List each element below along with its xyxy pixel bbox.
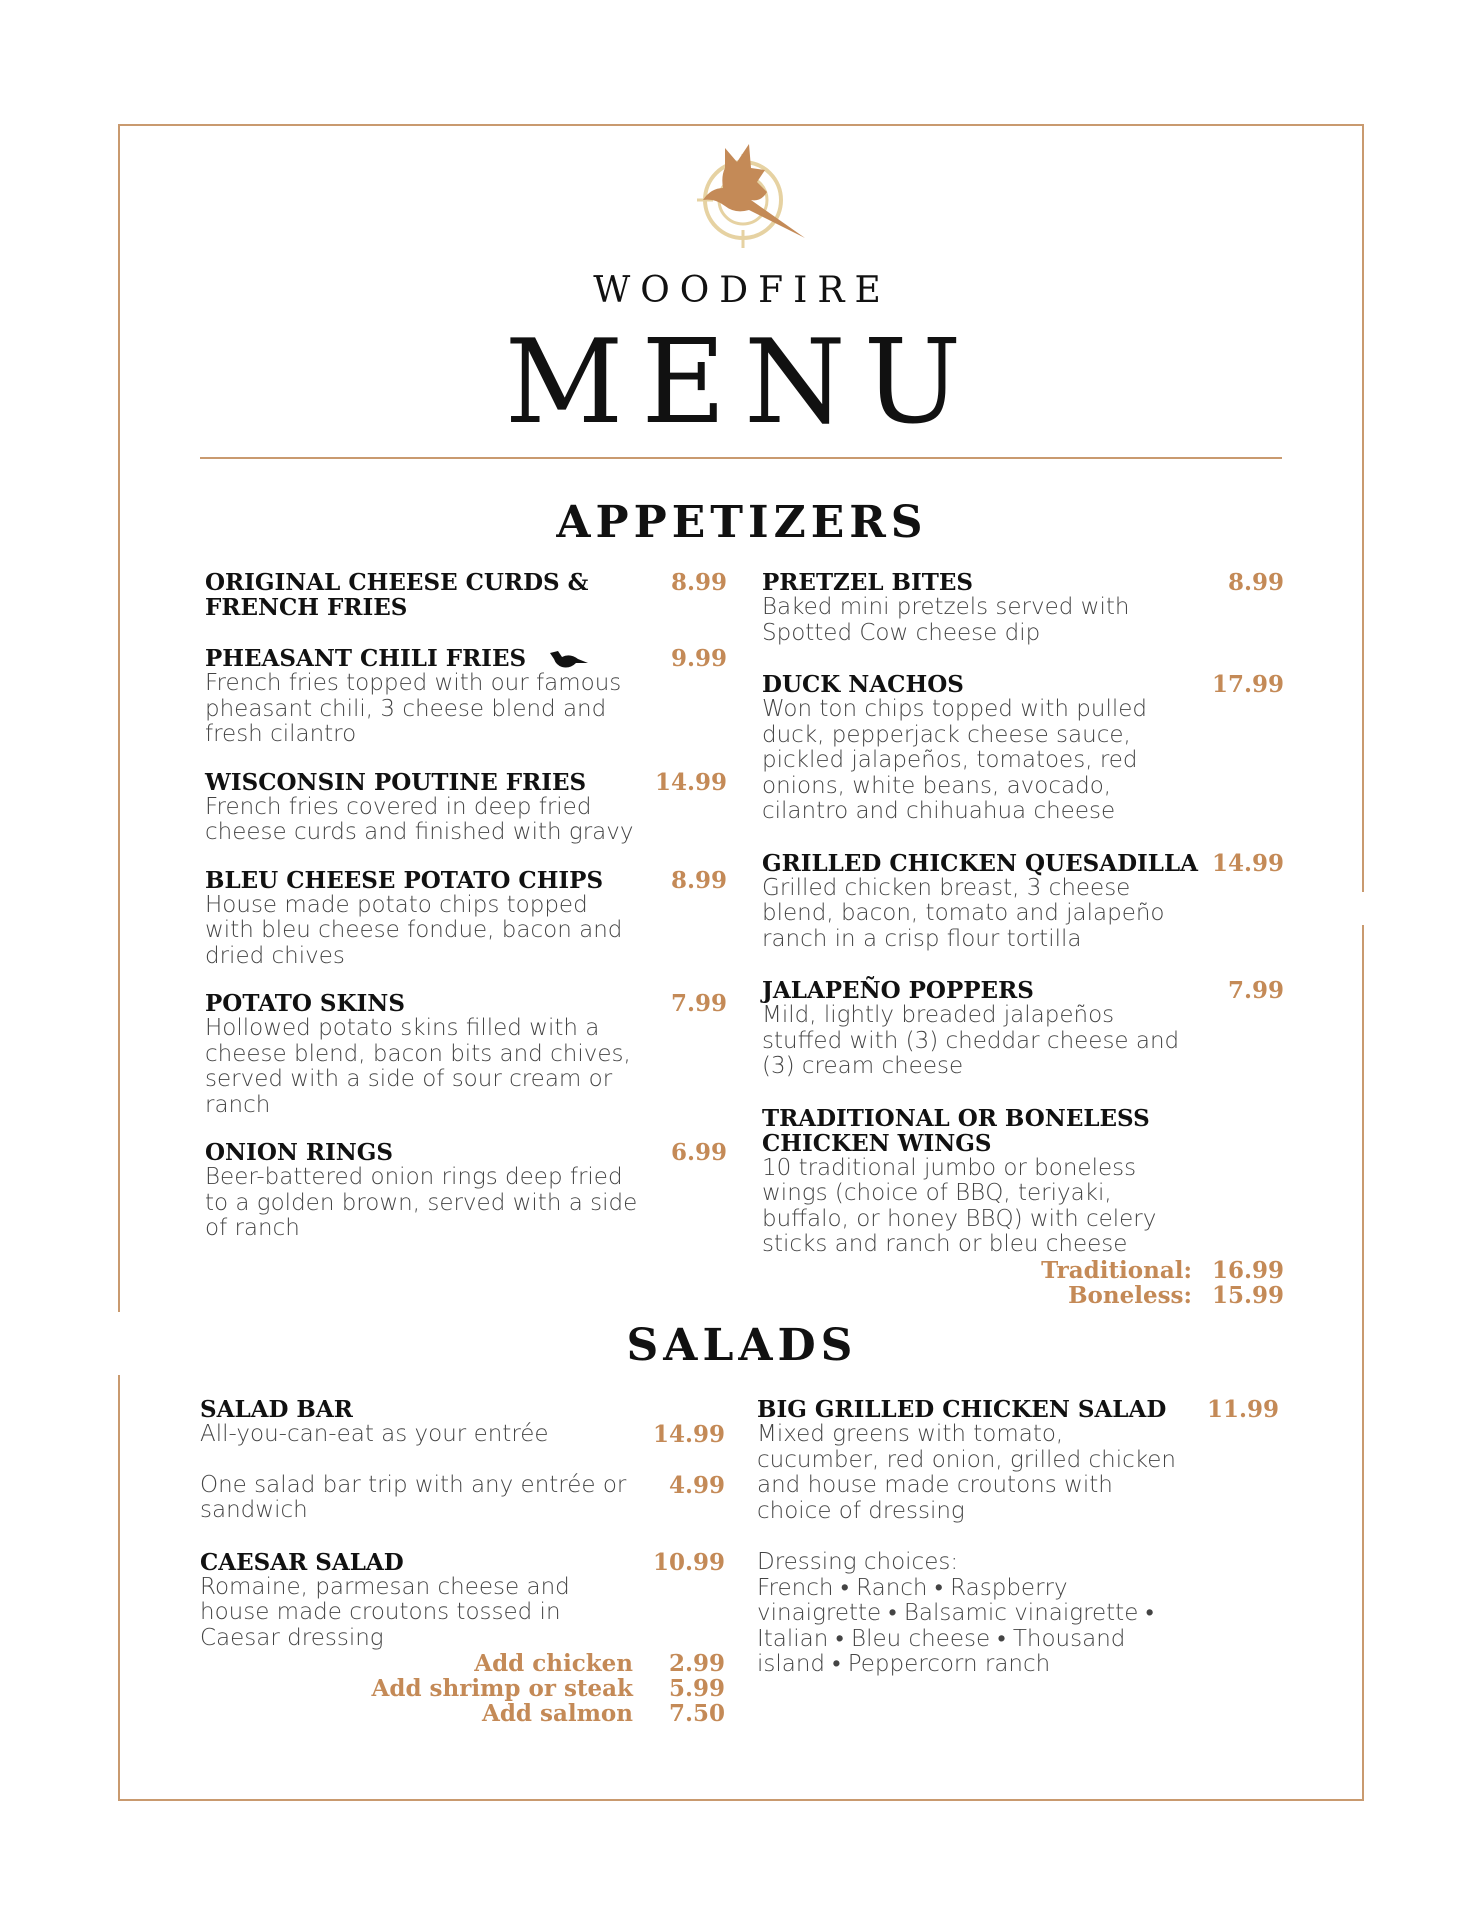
pheasant-crosshair-logo (665, 140, 825, 260)
option-price: 15.99 (1211, 1281, 1284, 1309)
item-description: Romaine, parmesan cheese and (200, 1573, 570, 1600)
salad-bar-option (200, 1422, 725, 1448)
addon-label: Add chicken (474, 1650, 633, 1677)
menu-item (762, 672, 1284, 825)
dressing-choices (757, 1550, 1279, 1678)
option-label: Boneless: (1068, 1281, 1192, 1309)
item-description: duck, pepperjack cheese sauce, (762, 721, 1131, 748)
item-description: House made potato chips topped (205, 891, 588, 918)
item-name: BIG GRILLED CHICKEN SALAD (757, 1396, 1167, 1423)
menu-item (762, 1106, 1284, 1308)
item-description: Hollowed potato skins filled with a (205, 1015, 600, 1041)
item-description: Grilled chicken breast, 3 cheese (762, 874, 1131, 901)
appetizers-right-column (762, 570, 1284, 1330)
item-price: 8.99 (1227, 569, 1284, 596)
item-description: ranch in a crisp flour tortilla (762, 925, 1082, 952)
addon-row (200, 1676, 725, 1701)
item-name: POTATO SKINS (205, 990, 405, 1017)
item-price: 14.99 (1211, 849, 1284, 877)
item-description: blend, bacon, tomato and jalapeño (762, 900, 1165, 926)
option-price: 16.99 (1211, 1256, 1284, 1284)
dressing-list: Italian • Bleu cheese • Thousand (757, 1625, 1126, 1652)
salads-heading: SALADS (626, 1320, 858, 1371)
menu-item (205, 570, 727, 620)
addon-price: 7.50 (668, 1700, 725, 1727)
menu-item (757, 1397, 1279, 1524)
item-price: 7.99 (670, 990, 727, 1017)
item-description: pheasant chili, 3 cheese blend and (205, 695, 607, 722)
item-price: 11.99 (1206, 1396, 1279, 1423)
item-description: with bleu cheese fondue, bacon and (205, 917, 623, 943)
item-price: 6.99 (670, 1139, 727, 1166)
item-description: 10 traditional jumbo or boneless (762, 1154, 1137, 1181)
item-description: onions, white beans, avocado, (762, 772, 1112, 799)
item-description: fresh cilantro (205, 721, 357, 747)
addon-label: Add salmon (481, 1700, 633, 1727)
appetizers-heading: APPETIZERS (556, 497, 928, 548)
item-description: served with a side of sour cream or (205, 1066, 613, 1092)
menu-item (205, 868, 727, 970)
menu-item (762, 851, 1284, 953)
dressing-list: vinaigrette • Balsamic vinaigrette • (757, 1600, 1154, 1626)
item-description: Caesar dressing (200, 1624, 384, 1651)
appetizers-left-column (205, 570, 727, 1264)
menu-item (205, 1140, 727, 1242)
item-name: ONION RINGS (205, 1139, 394, 1166)
item-name: WISCONSIN POUTINE FRIES (205, 768, 587, 796)
menu-item (205, 991, 727, 1118)
item-description: French fries topped with our famous (205, 670, 622, 696)
dressing-heading: Dressing choices: (757, 1549, 959, 1575)
item-description: sandwich (200, 1497, 308, 1523)
frame-top (118, 124, 1364, 126)
item-description: stuffed with (3) cheddar cheese and (762, 1027, 1180, 1054)
item-description: cheese curds and finished with gravy (205, 819, 634, 845)
item-price: 9.99 (670, 645, 727, 672)
item-name: CAESAR SALAD (200, 1548, 404, 1576)
addon-row (200, 1651, 725, 1676)
item-name: SALAD BAR (200, 1396, 353, 1423)
addon-price: 2.99 (668, 1650, 725, 1677)
item-description: wings (choice of BBQ, teriyaki, (762, 1180, 1112, 1206)
salads-right-column (757, 1397, 1279, 1678)
item-name: PRETZEL BITES (762, 569, 974, 596)
item-description: Won ton chips topped with pulled (762, 696, 1148, 722)
item-name: JALAPEÑO POPPERS (762, 977, 1034, 1004)
menu-item (762, 570, 1284, 646)
item-price: 8.99 (670, 569, 727, 596)
item-description: choice of dressing (757, 1497, 965, 1524)
item-description: ranch (205, 1091, 271, 1118)
item-name: TRADITIONAL OR BONELESS (762, 1104, 1150, 1132)
addon-price: 5.99 (668, 1675, 725, 1702)
item-price: 8.99 (670, 866, 727, 894)
item-description: Mixed greens with tomato, (757, 1421, 1064, 1447)
item-description: of ranch (205, 1215, 300, 1241)
addon-label: Add shrimp or steak (371, 1675, 633, 1702)
dressing-list: island • Peppercorn ranch (757, 1651, 1051, 1677)
item-description: house made croutons tossed in (200, 1599, 561, 1625)
item-price: 17.99 (1211, 671, 1284, 698)
item-name: ORIGINAL CHEESE CURDS & (205, 569, 589, 596)
item-description: cucumber, red onion, grilled chicken (757, 1446, 1176, 1473)
divider (200, 457, 1282, 459)
item-price: 14.99 (654, 768, 727, 796)
item-description: and house made croutons with (757, 1472, 1113, 1498)
option-label: Traditional: (1041, 1256, 1192, 1284)
item-price: 10.99 (652, 1548, 725, 1576)
frame-left-bottom (118, 1375, 120, 1801)
price-option (762, 1258, 1284, 1283)
menu-item (762, 978, 1284, 1080)
dressing-list: French • Ranch • Raspberry (757, 1574, 1068, 1601)
item-price: 4.99 (668, 1471, 725, 1499)
item-name: GRILLED CHICKEN QUESADILLA (762, 849, 1198, 877)
item-description: Spotted Cow cheese dip (762, 619, 1041, 646)
item-description: buffalo, or honey BBQ) with celery (762, 1205, 1157, 1232)
item-description: One salad bar trip with any entrée or (200, 1471, 627, 1498)
item-price: 14.99 (652, 1421, 725, 1448)
item-description: cheese blend, bacon bits and chives, (205, 1040, 631, 1067)
item-description: pickled jalapeños, tomatoes, red (762, 747, 1138, 773)
addon-row (200, 1701, 725, 1726)
item-description: Baked mini pretzels served with (762, 594, 1130, 620)
item-name: DUCK NACHOS (762, 671, 964, 698)
item-price: 7.99 (1227, 977, 1284, 1004)
item-description: dried chives (205, 942, 345, 969)
item-name: PHEASANT CHILI FRIES (205, 645, 527, 672)
item-description: All-you-can-eat as your entrée (200, 1421, 549, 1447)
menu-item (205, 770, 727, 846)
salad-bar-option (200, 1473, 725, 1524)
item-name-line2: FRENCH FRIES (205, 594, 408, 621)
item-name: BLEU CHEESE POTATO CHIPS (205, 866, 604, 894)
page-title: MENU (504, 315, 980, 450)
item-description: Mild, lightly breaded jalapeños (762, 1002, 1115, 1028)
item-description: cilantro and chihuahua cheese (762, 798, 1116, 824)
salads-left-column (200, 1397, 725, 1726)
item-description: French fries covered in deep fried (205, 793, 592, 820)
frame-bottom (118, 1799, 1364, 1801)
item-description: to a golden brown, served with a side (205, 1189, 638, 1216)
item-description: sticks and ranch or bleu cheese (762, 1231, 1128, 1257)
price-option (762, 1283, 1284, 1308)
pheasant-icon (548, 649, 588, 671)
brand-name: WOODFIRE (593, 270, 891, 311)
item-description: Beer-battered onion rings deep fried (205, 1164, 623, 1190)
menu-item (205, 646, 727, 748)
item-name-line2: CHICKEN WINGS (762, 1129, 992, 1157)
menu-item (200, 1550, 725, 1727)
item-description: (3) cream cheese (762, 1053, 964, 1079)
